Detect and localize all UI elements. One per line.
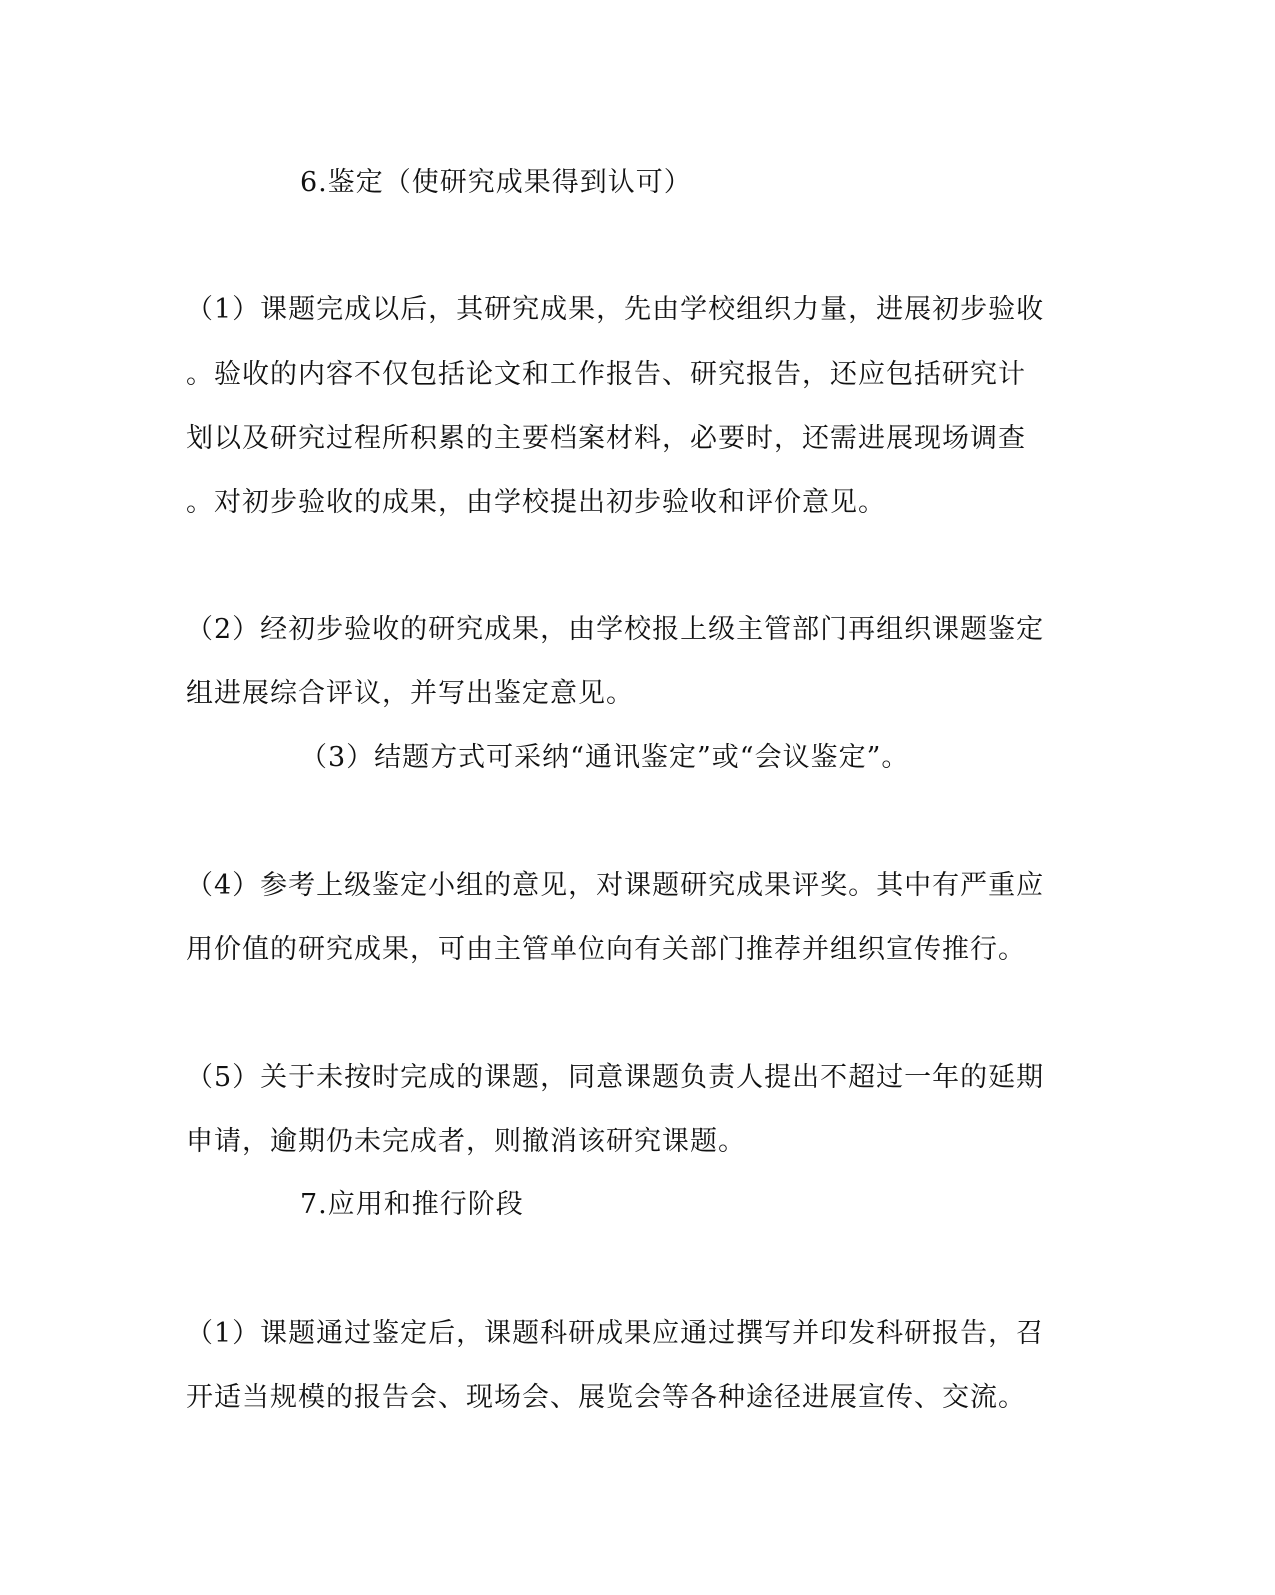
paragraph-line: （1）课题通过鉴定后，课题科研成果应通过撰写并印发科研报告，召 (186, 1318, 1045, 1349)
paragraph-line: （1）课题完成以后，其研究成果，先由学校组织力量，进展初步验收 (186, 294, 1045, 325)
section-heading-6: 6.鉴定（使研究成果得到认可） (300, 167, 692, 198)
paragraph-line: （2）经初步验收的研究成果，由学校报上级主管部门再组织课题鉴定 (186, 614, 1045, 645)
paragraph-line: 。对初步验收的成果，由学校提出初步验收和评价意见。 (186, 487, 886, 518)
paragraph-line: 用价值的研究成果，可由主管单位向有关部门推荐并组织宣传推行。 (186, 934, 1026, 965)
paragraph-line: 。验收的内容不仅包括论文和工作报告、研究报告，还应包括研究计 (186, 359, 1026, 390)
paragraph-line: （3）结题方式可采纳“通讯鉴定”或“会议鉴定”。 (300, 742, 910, 773)
paragraph-line: 申请，逾期仍未完成者，则撤消该研究课题。 (186, 1126, 746, 1157)
paragraph-line: 开适当规模的报告会、现场会、展览会等各种途径进展宣传、交流。 (186, 1382, 1026, 1413)
paragraph-line: 组进展综合评议，并写出鉴定意见。 (186, 678, 634, 709)
section-heading-7: 7.应用和推行阶段 (300, 1189, 524, 1220)
paragraph-line: 划以及研究过程所积累的主要档案材料，必要时，还需进展现场调查 (186, 423, 1026, 454)
paragraph-line: （4）参考上级鉴定小组的意见，对课题研究成果评奖。其中有严重应 (186, 870, 1045, 901)
paragraph-line: （5）关于未按时完成的课题，同意课题负责人提出不超过一年的延期 (186, 1062, 1045, 1093)
